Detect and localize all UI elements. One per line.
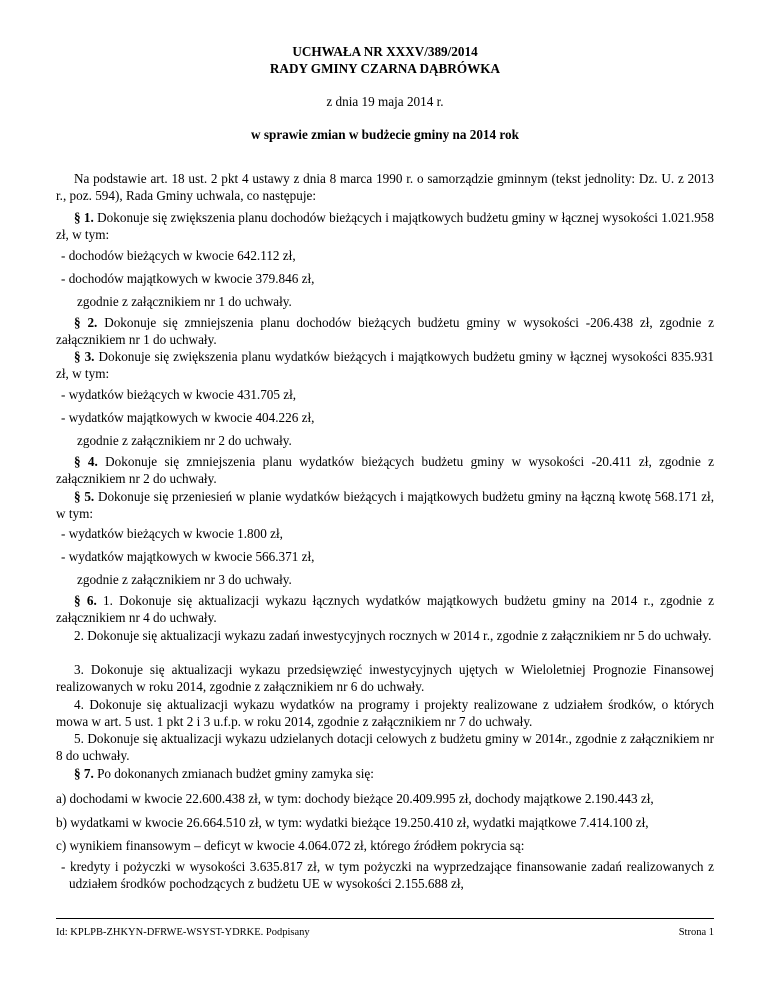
resolution-number: UCHWAŁA NR XXXV/389/2014 — [292, 44, 478, 59]
section-6-point-5: 5. Dokonuje się aktualizacji wykazu udzielanych dotacji celowych z budżetu gminy w 2014r., zgodnie z załącznikiem nr 8 do uchwały. — [56, 731, 714, 763]
summary-income: a) dochodami w kwocie 22.600.438 zł, w tym: dochody bieżące 20.409.995 zł, dochody majątkowe 2.190.443 zł, — [56, 791, 654, 806]
section-6 — [56, 593, 714, 626]
section-text: Po dokonanych zmianach budżet gminy zamyka się: — [93, 766, 374, 781]
attachment-note: zgodnie z załącznikiem nr 3 do uchwały. — [77, 572, 292, 587]
section-text: Dokonuje się zmniejszenia planu dochodów bieżących budżetu gminy w wysokości -206.438 zł, zgodnie z załącznikiem nr 1 do uchwały. — [56, 315, 715, 347]
intro-paragraph: Na podstawie art. 18 ust. 2 pkt 4 ustawy z dnia 8 marca 1990 r. o samorządzie gminnym (tekst jednolity: Dz. U. z 2013 r., poz. 594), Rada Gminy uchwala, co następuje: — [56, 171, 714, 203]
section-mark: § 4. — [74, 454, 98, 469]
section-text: Dokonuje się zwiększenia planu wydatków bieżących i majątkowych budżetu gminy w łącznej wysokości 835.931 zł, w tym: — [56, 349, 714, 381]
section-mark: § 6. — [74, 593, 97, 608]
section-mark: § 5. — [74, 489, 95, 504]
section-6-point-2: 2. Dokonuje się aktualizacji wykazu zadań inwestycyjnych rocznych w 2014 r., zgodnie z załącznikiem nr 5 do uchwały. — [74, 628, 712, 643]
section-6-point-3: 3. Dokonuje się aktualizacji wykazu przedsięwzięć inwestycyjnych ujętych w Wieloletniej Prognozie Finansowej realizowanych w roku 2014, zgodnie z załącznikiem nr 6 do uchwały. — [56, 662, 714, 694]
list-item: - wydatków bieżących w kwocie 431.705 zł, — [61, 387, 297, 402]
document-id: Id: KPLPB-ZHKYN-DFRWE-WSYST-YDRKE. Podpisany — [56, 927, 310, 938]
summary-expenses: b) wydatkami w kwocie 26.664.510 zł, w tym: wydatki bieżące 19.250.410 zł, wydatki majątkowe 7.414.100 zł, — [56, 815, 649, 830]
list-item: - dochodów bieżących w kwocie 642.112 zł, — [61, 248, 296, 263]
section-5 — [56, 489, 714, 522]
resolution-subject: w sprawie zmian w budżecie gminy na 2014 rok — [251, 127, 519, 142]
section-text: Dokonuje się zmniejszenia planu wydatków bieżących budżetu gminy w wysokości -20.411 zł, zgodnie z załącznikiem nr 2 do uchwały. — [56, 454, 714, 486]
council-name: RADY GMINY CZARNA DĄBRÓWKA — [269, 61, 501, 76]
attachment-note: zgodnie z załącznikiem nr 1 do uchwały. — [77, 294, 292, 309]
list-item: - dochodów majątkowych w kwocie 379.846 zł, — [61, 271, 315, 286]
section-7 — [56, 766, 714, 783]
section-mark: § 2. — [74, 315, 98, 330]
page-number: Strona 1 — [678, 927, 714, 938]
section-3 — [56, 349, 714, 382]
list-item: - wydatków majątkowych w kwocie 404.226 zł, — [61, 410, 315, 425]
deficit-source-item: - kredyty i pożyczki w wysokości 3.635.817 zł, w tym pożyczki na wyprzedzające finansowanie zadań realizowanych z udziałem środków pochodzących z budżetu UE w wysokości 2.155.688 zł, — [61, 859, 714, 891]
section-6-point-4: 4. Dokonuje się aktualizacji wykazu wydatków na programy i projekty realizowane z udziałem środków, o których mowa w art. 5 ust. 1 pkt 2 i 3 u.f.p. w roku 2014, zgodnie z załącznikiem nr 7 do uchwały. — [56, 697, 714, 729]
section-text: Dokonuje się zwiększenia planu dochodów bieżących i majątkowych budżetu gminy w łącznej wysokości 1.021.958 zł, w tym: — [56, 210, 714, 242]
resolution-date: z dnia 19 maja 2014 r. — [326, 94, 444, 109]
attachment-note: zgodnie z załącznikiem nr 2 do uchwały. — [77, 433, 292, 448]
section-4 — [56, 454, 714, 487]
summary-deficit: c) wynikiem finansowym – deficyt w kwocie 4.064.072 zł, którego źródłem pokrycia są: — [56, 838, 525, 853]
section-1 — [56, 210, 714, 243]
section-text: 1. Dokonuje się aktualizacji wykazu łącznych wydatków majątkowych budżetu gminy na 2014 r., zgodnie z załącznikiem nr 4 do uchwały. — [56, 593, 714, 625]
list-item: - wydatków majątkowych w kwocie 566.371 zł, — [61, 549, 315, 564]
footer-divider — [56, 918, 714, 919]
section-text: Dokonuje się przeniesień w planie wydatków bieżących i majątkowych budżetu gminy na łączną kwotę 568.171 zł, w tym: — [56, 489, 715, 521]
list-item: - wydatków bieżących w kwocie 1.800 zł, — [61, 526, 283, 541]
section-mark: § 3. — [74, 349, 95, 364]
section-2 — [56, 315, 714, 348]
section-mark: § 1. — [74, 210, 94, 225]
section-mark: § 7. — [74, 766, 94, 781]
